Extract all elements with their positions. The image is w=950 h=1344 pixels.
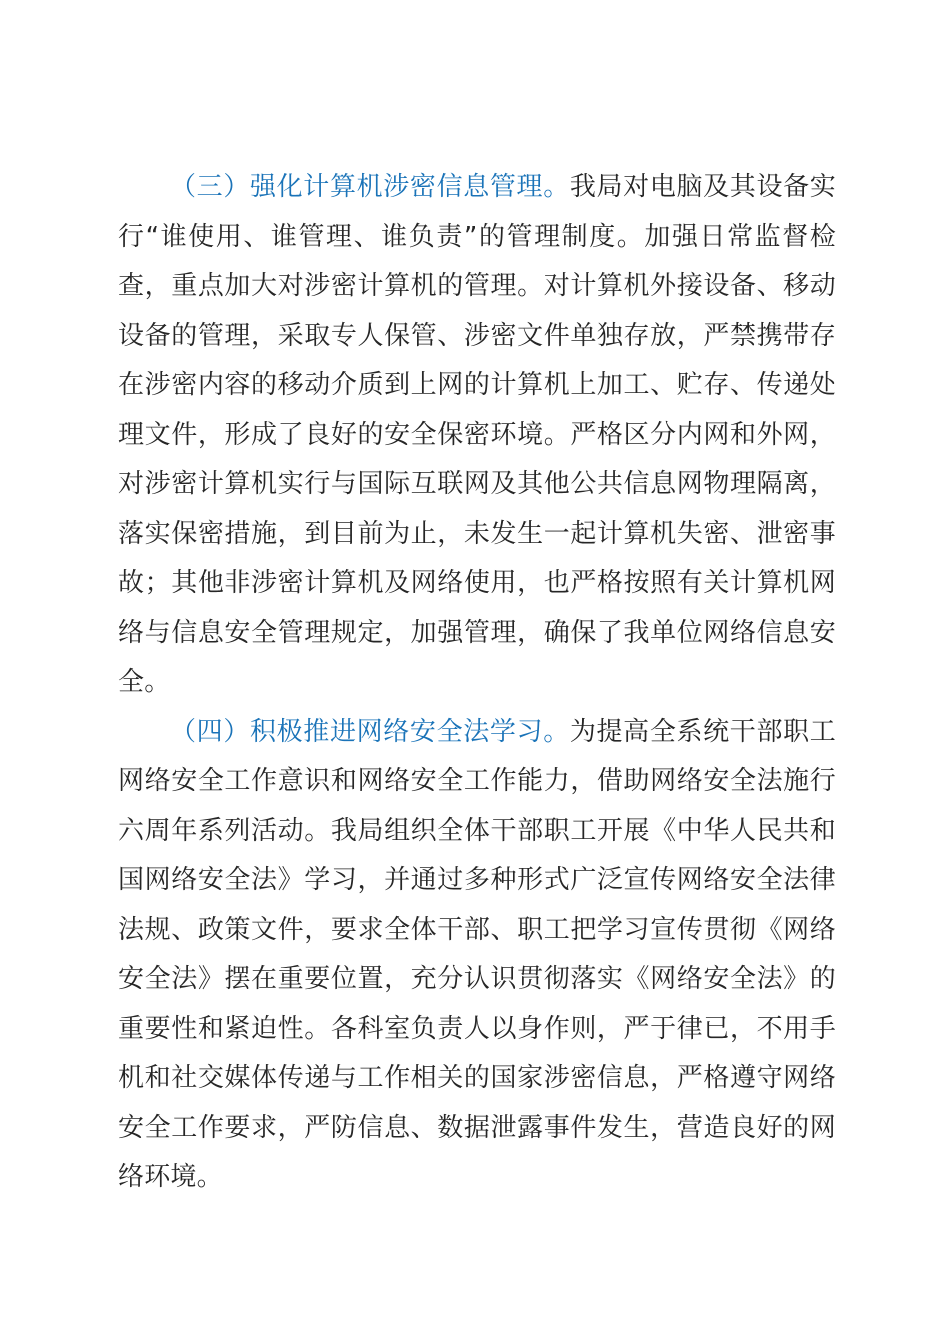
paragraph-section-3 [118,163,836,708]
paragraph-section-4 [118,708,836,1203]
section-body-3: 我局对电脑及其设备实行“谁使用、谁管理、谁负责”的管理制度。加强日常监督检查，重点加大对涉密计算机的管理。对计算机外接设备、移动设备的管理，采取专人保管、涉密文件单独存放，严禁携带存在涉密内容的移动介质到上网的计算机上加工、贮存、传递处理文件，形成了良好的安全保密环境。严格区分内网和外网，对涉密计算机实行与国际互联网及其他公共信息网物理隔离，落实保密措施，到目前为止，未发生一起计算机失密、泄密事故；其他非涉密计算机及网络使用，也严格按照有关计算机网络与信息安全管理规定，加强管理，确保了我单位网络信息安全。 [118,172,836,697]
section-heading-4: （四）积极推进网络安全法学习。 [170,716,570,747]
section-body-4: 为提高全系统干部职工网络安全工作意识和网络安全工作能力，借助网络安全法施行六周年系列活动。我局组织全体干部职工开展《中华人民共和国网络安全法》学习，并通过多种形式广泛宣传网络安全法律法规、政策文件，要求全体干部、职工把学习宣传贯彻《网络安全法》摆在重要位置，充分认识贯彻落实《网络安全法》的重要性和紧迫性。各科室负责人以身作则，严于律已，不用手机和社交媒体传递与工作相关的国家涉密信息，严格遵守网络安全工作要求，严防信息、数据泄露事件发生，营造良好的网络环境。 [118,716,836,1192]
section-heading-3: （三）强化计算机涉密信息管理。 [170,172,570,202]
document-body [118,163,836,1203]
